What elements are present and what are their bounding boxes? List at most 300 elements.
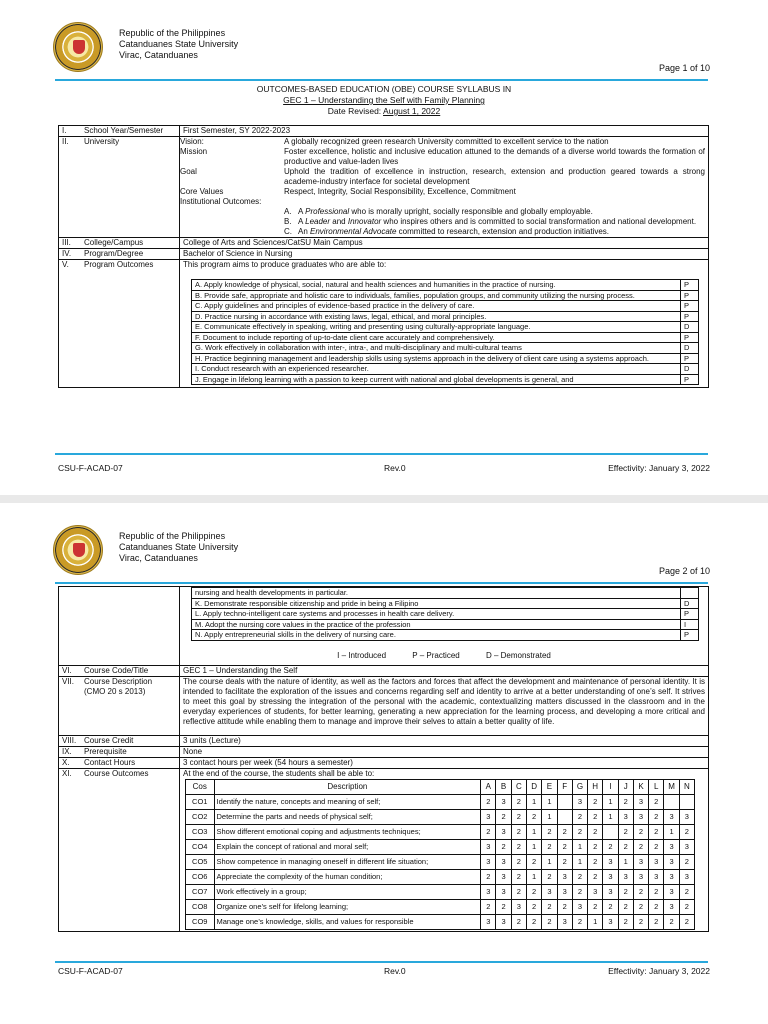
co-mapping-cell: 2 (618, 884, 633, 899)
program-outcome-text: L. Apply techno-intelligent care systems and processes in health care delivery. (192, 609, 681, 620)
co-code: CO4 (186, 839, 215, 854)
co-mapping-cell: 1 (527, 839, 542, 854)
form-code: CSU-F-ACAD-07 (58, 966, 123, 976)
co-code: CO9 (186, 914, 215, 929)
co-mapping-cell: 2 (496, 839, 511, 854)
co-mapping-cell: 3 (633, 809, 648, 824)
course-info-table (58, 125, 709, 388)
co-mapping-cell (557, 794, 572, 809)
co-mapping-cell: 3 (496, 914, 511, 929)
course-credit: 3 units (Lecture) (180, 735, 709, 746)
co-code: CO1 (186, 794, 215, 809)
co-mapping-cell: 3 (496, 854, 511, 869)
co-mapping-cell: 2 (588, 854, 603, 869)
co-mapping-cell: 3 (481, 884, 496, 899)
column-header: B (496, 779, 511, 794)
program-outcome-row (192, 332, 699, 343)
co-mapping-cell: 2 (527, 854, 542, 869)
co-description: Appreciate the complexity of the human condition; (214, 869, 481, 884)
co-code: CO8 (186, 899, 215, 914)
column-header: D (527, 779, 542, 794)
co-mapping-cell: 2 (511, 884, 526, 899)
program-outcome-text: N. Apply entrepreneurial skills in the delivery of nursing care. (192, 630, 681, 641)
co-mapping-cell: 3 (557, 884, 572, 899)
row-label: VIII. Course Credit (59, 735, 180, 746)
co-mapping-cell: 2 (527, 914, 542, 929)
university-seal-logo (53, 22, 103, 72)
co-mapping-cell: 2 (679, 884, 694, 899)
co-mapping-cell: 2 (481, 869, 496, 884)
title-line-3 (0, 106, 768, 117)
program-outcomes-cell (180, 587, 709, 666)
column-header: Description (214, 779, 481, 794)
revision: Rev.0 (384, 463, 406, 473)
table-row (186, 824, 695, 839)
program-outcome-level: D (681, 598, 699, 609)
row-value: Bachelor of Science in Nursing (180, 249, 709, 260)
co-mapping-cell: 2 (679, 854, 694, 869)
program-outcome-row (192, 630, 699, 641)
co-mapping-cell: 2 (572, 809, 587, 824)
program-outcome-text: B. Provide safe, appropriate and holistic care to individuals, families, population groups, and community utilizing the nursing process. (192, 290, 681, 301)
program-outcome-text: D. Practice nursing in accordance with existing laws, legal, ethical, and moral principles. (192, 311, 681, 322)
program-outcomes-table (191, 587, 699, 641)
co-description: Organize one’s self for lifelong learning; (214, 899, 481, 914)
row-label: I. School Year/Semester (59, 126, 180, 137)
table-header-row (186, 779, 695, 794)
course-outcomes-cell (180, 768, 709, 931)
co-mapping-cell: 1 (527, 824, 542, 839)
university-header (119, 28, 238, 61)
program-outcome-level: D (681, 343, 699, 354)
co-mapping-cell: 2 (557, 899, 572, 914)
co-mapping-cell: 3 (557, 914, 572, 929)
co-mapping-cell: 3 (603, 854, 618, 869)
co-mapping-cell: 2 (679, 824, 694, 839)
program-outcome-row (192, 322, 699, 333)
vision-label: Vision: (180, 137, 204, 146)
row-value: College of Arts and Sciences/CatSU Main Campus (180, 238, 709, 249)
column-header: L (649, 779, 664, 794)
legend-practiced: P – Practiced (412, 650, 460, 660)
level-legend (183, 643, 705, 665)
co-mapping-cell: 2 (481, 899, 496, 914)
co-mapping-cell (664, 794, 679, 809)
co-mapping-cell: 3 (496, 884, 511, 899)
program-outcome-level: P (681, 301, 699, 312)
table-row (59, 676, 709, 735)
program-outcome-row (192, 588, 699, 599)
co-mapping-cell: 2 (649, 824, 664, 839)
table-row (59, 587, 709, 666)
co-mapping-cell: 3 (496, 824, 511, 839)
co-description: Show competence in managing oneself in different life situation; (214, 854, 481, 869)
co-mapping-cell: 2 (588, 899, 603, 914)
form-code: CSU-F-ACAD-07 (58, 463, 123, 473)
co-mapping-cell: 3 (649, 854, 664, 869)
program-outcome-level: D (681, 322, 699, 333)
co-description: Explain the concept of rational and moral self; (214, 839, 481, 854)
co-mapping-cell: 2 (588, 794, 603, 809)
co-mapping-cell: 2 (557, 854, 572, 869)
co-mapping-cell: 2 (588, 839, 603, 854)
co-mapping-cell: 2 (588, 869, 603, 884)
page-number: Page 2 of 10 (658, 566, 710, 576)
date-revised-label: Date Revised: (327, 106, 384, 116)
co-mapping-cell: 2 (527, 809, 542, 824)
co-mapping-cell: 2 (572, 824, 587, 839)
institutional-outcomes-label: Institutional Outcomes: (180, 197, 262, 206)
university-seal-logo (53, 525, 103, 575)
program-outcome-text: G. Work effectively in collaboration with inter-, intra-, and multi-disciplinary and multi-cultural teams (192, 343, 681, 354)
co-code: CO3 (186, 824, 215, 839)
program-outcome-level: P (681, 609, 699, 620)
co-description: Show different emotional coping and adjustments techniques; (214, 824, 481, 839)
co-mapping-cell: 2 (588, 824, 603, 839)
goal-text: Uphold the tradition of excellence in instruction, research, extension and production geared towards a strong academe-industry interface for societal development (284, 167, 705, 186)
co-mapping-cell: 1 (527, 869, 542, 884)
legend-introduced: I – Introduced (337, 650, 387, 660)
table-row (59, 757, 709, 768)
page-number: Page 1 of 10 (658, 63, 710, 73)
co-code: CO2 (186, 809, 215, 824)
co-mapping-cell: 2 (557, 824, 572, 839)
table-row (186, 914, 695, 929)
co-mapping-cell: 1 (572, 854, 587, 869)
co-mapping-cell: 3 (481, 854, 496, 869)
goal-label: Goal (180, 167, 197, 176)
co-mapping-cell: 2 (511, 794, 526, 809)
co-mapping-cell: 2 (511, 839, 526, 854)
co-mapping-cell: 2 (511, 914, 526, 929)
co-mapping-cell: 2 (633, 884, 648, 899)
row-label: XI. Course Outcomes (59, 768, 180, 931)
co-mapping-cell: 1 (588, 914, 603, 929)
program-outcome-text: A. Apply knowledge of physical, social, natural and health sciences and humanities in the practice of nursing. (192, 280, 681, 291)
table-row (186, 899, 695, 914)
co-mapping-cell: 2 (679, 899, 694, 914)
co-mapping-cell: 3 (664, 854, 679, 869)
program-outcomes-cell (180, 260, 709, 388)
cmo-reference: (CMO 20 s 2013) (84, 686, 146, 696)
co-mapping-cell: 2 (542, 824, 557, 839)
table-row (59, 249, 709, 260)
institutional-outcomes-list (180, 207, 705, 237)
column-header: C (511, 779, 526, 794)
co-mapping-cell: 2 (664, 914, 679, 929)
co-mapping-cell: 2 (542, 839, 557, 854)
syllabus-title (0, 84, 768, 117)
effectivity-date: Effectivity: January 3, 2022 (608, 966, 710, 976)
co-mapping-cell: 1 (603, 794, 618, 809)
effectivity-date: Effectivity: January 3, 2022 (608, 463, 710, 473)
co-mapping-cell: 3 (511, 899, 526, 914)
header-university: Catanduanes State University (119, 542, 239, 552)
co-mapping-cell: 3 (496, 794, 511, 809)
co-mapping-cell: 2 (496, 809, 511, 824)
column-header: F (557, 779, 572, 794)
co-mapping-cell: 1 (542, 794, 557, 809)
column-header: Cos (186, 779, 215, 794)
co-mapping-cell: 2 (542, 899, 557, 914)
co-mapping-cell: 2 (572, 884, 587, 899)
co-mapping-cell: 2 (496, 899, 511, 914)
co-mapping-cell: 2 (527, 884, 542, 899)
co-mapping-cell: 3 (618, 809, 633, 824)
co-mapping-cell: 3 (679, 869, 694, 884)
header-republic: Republic of the Philippines (119, 531, 226, 541)
program-outcome-row (192, 364, 699, 375)
co-mapping-cell: 3 (588, 884, 603, 899)
co-mapping-cell: 1 (618, 854, 633, 869)
row-label (59, 587, 180, 666)
co-mapping-cell: 1 (542, 854, 557, 869)
co-mapping-cell: 3 (679, 839, 694, 854)
co-mapping-cell: 2 (603, 839, 618, 854)
co-mapping-cell: 3 (664, 869, 679, 884)
program-outcome-text: C. Apply guidelines and principles of evidence-based practice in the delivery of care. (192, 301, 681, 312)
vision-text: A globally recognized green research University committed to excellent service to the nation (284, 137, 609, 146)
co-mapping-cell: 2 (649, 899, 664, 914)
co-mapping-cell: 1 (603, 809, 618, 824)
co-mapping-cell: 2 (481, 794, 496, 809)
program-outcome-text: nursing and health developments in particular. (192, 588, 681, 599)
program-outcome-text: I. Conduct research with an experienced researcher. (192, 364, 681, 375)
column-header: E (542, 779, 557, 794)
column-header: H (588, 779, 603, 794)
co-mapping-cell: 2 (633, 824, 648, 839)
program-outcome-level: P (681, 353, 699, 364)
row-label: II. University (59, 137, 180, 238)
row-value: First Semester, SY 2022-2023 (180, 126, 709, 137)
list-item: B. A Leader and Innovator who inspires others and is committed to social transformation and national development. (284, 217, 697, 226)
co-mapping-cell: 1 (542, 809, 557, 824)
program-outcomes-intro: This program aims to produce graduates who are able to: (183, 260, 387, 269)
co-mapping-cell: 2 (542, 869, 557, 884)
mission-text: Foster excellence, holistic and inclusive education attuned to the demands of a diverse world towards the formation of productive and value-laden lives (284, 147, 705, 166)
co-mapping-cell: 2 (633, 914, 648, 929)
program-outcome-level: P (681, 311, 699, 322)
co-mapping-cell: 2 (649, 914, 664, 929)
table-row (186, 809, 695, 824)
row-label: IV. Program/Degree (59, 249, 180, 260)
program-outcome-level: I (681, 619, 699, 630)
course-outcomes-table (185, 779, 695, 930)
program-outcome-level: P (681, 290, 699, 301)
program-outcome-row (192, 290, 699, 301)
co-mapping-cell: 3 (481, 809, 496, 824)
co-mapping-cell: 2 (572, 869, 587, 884)
table-row (59, 137, 709, 238)
program-outcome-row (192, 374, 699, 385)
co-mapping-cell: 3 (633, 869, 648, 884)
table-row (186, 854, 695, 869)
prerequisite: None (180, 746, 709, 757)
title-line-1: OUTCOMES-BASED EDUCATION (OBE) COURSE SYLLABUS IN (256, 84, 512, 94)
co-mapping-cell: 3 (633, 854, 648, 869)
co-mapping-cell (603, 824, 618, 839)
header-university: Catanduanes State University (119, 39, 239, 49)
co-mapping-cell: 2 (527, 899, 542, 914)
co-mapping-cell: 3 (481, 839, 496, 854)
co-mapping-cell: 2 (633, 899, 648, 914)
program-outcome-level (681, 588, 699, 599)
co-mapping-cell: 3 (603, 884, 618, 899)
co-mapping-cell: 3 (618, 869, 633, 884)
row-label: VII. Course Description (CMO 20 s 2013) (59, 676, 180, 735)
program-outcome-row (192, 301, 699, 312)
program-outcome-text: F. Document to include reporting of up-to-date client care accurately and comprehensively. (192, 332, 681, 343)
co-mapping-cell: 2 (618, 824, 633, 839)
row-label: V. Program Outcomes (59, 260, 180, 388)
core-values-label: Core Values (180, 187, 224, 196)
co-mapping-cell: 3 (481, 914, 496, 929)
co-mapping-cell: 3 (649, 869, 664, 884)
course-code-title: GEC 1 – Understanding the Self (180, 665, 709, 676)
program-outcome-row (192, 619, 699, 630)
co-description: Work effectively in a group; (214, 884, 481, 899)
co-code: CO6 (186, 869, 215, 884)
program-outcome-row (192, 609, 699, 620)
co-mapping-cell: 2 (649, 884, 664, 899)
program-outcome-text: H. Practice beginning management and leadership skills using systems approach in the delivery of client care using a systems approach. (192, 353, 681, 364)
column-header: N (679, 779, 694, 794)
date-revised-value: August 1, 2022 (383, 106, 441, 116)
legend-demonstrated: D – Demonstrated (485, 650, 551, 660)
co-description: Determine the parts and needs of physical self; (214, 809, 481, 824)
co-mapping-cell: 2 (618, 914, 633, 929)
co-mapping-cell: 3 (572, 899, 587, 914)
co-mapping-cell: 2 (511, 824, 526, 839)
co-mapping-cell: 2 (511, 809, 526, 824)
university-header (119, 531, 238, 564)
table-row (59, 746, 709, 757)
table-row (186, 794, 695, 809)
course-description: The course deals with the nature of identity, as well as the factors and forces that affect the development and maintenance of personal identity. It is intended to facilitate the exploration of the issues and concerns regarding self and identity to arrive at a better understanding of one’s self. It strives to meet this goal by stressing the integration of the personal with the academic, contextualizing matters discussed in the classroom and in the everyday experiences of students, for better learning, generating a new appreciation for the learning process, and developing a more critical and reflective attitude while enabling them to manage and improve their selves to attain a better quality of life. (180, 676, 709, 735)
co-mapping-cell: 2 (603, 899, 618, 914)
table-row (59, 735, 709, 746)
co-mapping-cell: 2 (618, 899, 633, 914)
co-mapping-cell (557, 809, 572, 824)
column-header: I (603, 779, 618, 794)
co-mapping-cell: 3 (496, 869, 511, 884)
column-header: G (572, 779, 587, 794)
header-address: Virac, Catanduanes (119, 553, 198, 563)
syllabus-page-2 (0, 503, 768, 1024)
program-outcome-level: P (681, 280, 699, 291)
co-code: CO5 (186, 854, 215, 869)
co-mapping-cell: 2 (649, 794, 664, 809)
table-row (59, 768, 709, 931)
column-header: J (618, 779, 633, 794)
footer-rule (55, 453, 708, 455)
title-line-2: GEC 1 – Understanding the Self with Family Planning (283, 95, 485, 105)
program-outcome-text: M. Adopt the nursing core values in the practice of the profession (192, 619, 681, 630)
list-item: A. A Professional who is morally upright, socially responsible and globally employable. (284, 207, 593, 216)
co-mapping-cell: 2 (511, 869, 526, 884)
program-outcomes-table (191, 279, 699, 385)
co-mapping-cell: 3 (603, 914, 618, 929)
co-mapping-cell: 2 (649, 839, 664, 854)
syllabus-page-1 (0, 0, 768, 495)
contact-hours: 3 contact hours per week (54 hours a semester) (180, 757, 709, 768)
header-rule (55, 79, 708, 81)
co-mapping-cell: 3 (664, 839, 679, 854)
column-header: A (481, 779, 496, 794)
program-outcome-level: P (681, 374, 699, 385)
table-row (59, 126, 709, 137)
program-outcome-text: J. Engage in lifelong learning with a passion to keep current with national and global developments is general, and (192, 374, 681, 385)
table-row (59, 260, 709, 388)
list-item: C. An Environmental Advocate committed to research, extension and production initiatives. (284, 227, 609, 236)
course-info-table (58, 586, 709, 932)
core-values-text: Respect, Integrity, Social Responsibility, Excellence, Commitment (284, 187, 516, 196)
table-row (59, 238, 709, 249)
course-outcomes-intro: At the end of the course, the students shall be able to: (183, 768, 375, 778)
co-description: Identify the nature, concepts and meaning of self; (214, 794, 481, 809)
co-mapping-cell: 3 (572, 794, 587, 809)
co-mapping-cell: 3 (664, 809, 679, 824)
co-mapping-cell: 2 (557, 839, 572, 854)
program-outcome-level: D (681, 364, 699, 375)
co-mapping-cell: 2 (481, 824, 496, 839)
header-republic: Republic of the Philippines (119, 28, 226, 38)
program-outcome-text: E. Communicate effectively in speaking, writing and presenting using culturally-appropriate language. (192, 322, 681, 333)
program-outcome-row (192, 280, 699, 291)
table-row (186, 884, 695, 899)
column-header: K (633, 779, 648, 794)
co-mapping-cell: 3 (557, 869, 572, 884)
co-mapping-cell: 2 (649, 809, 664, 824)
header-address: Virac, Catanduanes (119, 50, 198, 60)
co-mapping-cell: 2 (572, 914, 587, 929)
program-outcome-row (192, 311, 699, 322)
program-outcome-row (192, 353, 699, 364)
column-header: M (664, 779, 679, 794)
header-rule (55, 582, 708, 584)
co-mapping-cell: 3 (603, 869, 618, 884)
row-label: X. Contact Hours (59, 757, 180, 768)
co-mapping-cell: 1 (572, 839, 587, 854)
program-outcome-row (192, 343, 699, 354)
co-code: CO7 (186, 884, 215, 899)
program-outcome-row (192, 598, 699, 609)
university-info (180, 137, 709, 238)
co-mapping-cell: 3 (542, 884, 557, 899)
co-mapping-cell: 3 (664, 899, 679, 914)
co-mapping-cell: 2 (542, 914, 557, 929)
mission-label: Mission (180, 147, 208, 156)
co-mapping-cell: 2 (618, 794, 633, 809)
revision: Rev.0 (384, 966, 406, 976)
row-label: III. College/Campus (59, 238, 180, 249)
co-mapping-cell: 1 (664, 824, 679, 839)
co-description: Manage one’s knowledge, skills, and values for responsible (214, 914, 481, 929)
program-outcome-text: K. Demonstrate responsible citizenship and pride in being a Filipino (192, 598, 681, 609)
program-outcome-level: P (681, 630, 699, 641)
co-mapping-cell: 2 (511, 854, 526, 869)
co-mapping-cell: 2 (588, 809, 603, 824)
row-label: VI. Course Code/Title (59, 665, 180, 676)
co-mapping-cell: 3 (633, 794, 648, 809)
table-row (59, 665, 709, 676)
row-label: IX. Prerequisite (59, 746, 180, 757)
co-mapping-cell: 1 (527, 794, 542, 809)
footer-rule (55, 961, 708, 963)
co-mapping-cell: 3 (679, 809, 694, 824)
co-mapping-cell: 3 (664, 884, 679, 899)
table-row (186, 869, 695, 884)
